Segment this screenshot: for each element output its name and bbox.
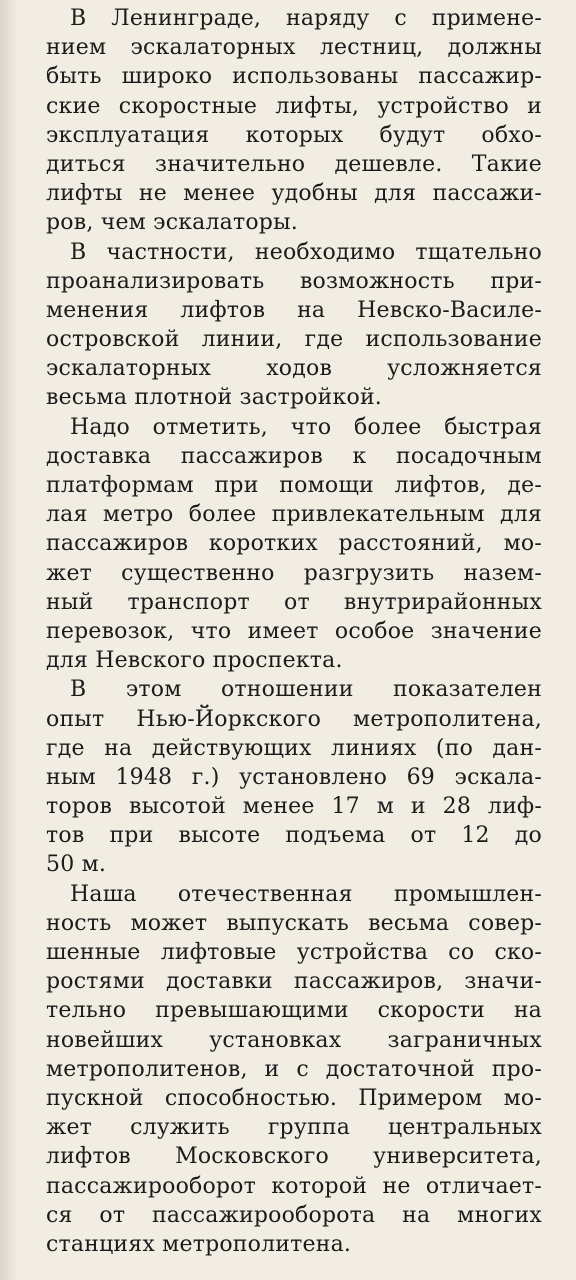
text-line: жет служить группа центральных xyxy=(46,1115,542,1141)
text-line: ным 1948 г.) установлено 69 эскала- xyxy=(46,764,542,790)
text-line: перевозок, что имеет особое значение xyxy=(46,618,542,644)
text-line: лифты не менее удобны для пассажи- xyxy=(46,181,542,207)
paragraph-5 xyxy=(46,880,542,1259)
paragraph-3 xyxy=(46,413,542,676)
text-line: ские скоростные лифты, устройство и xyxy=(46,93,542,119)
text-line: проанализировать возможность при- xyxy=(46,268,542,294)
text-line: В частности, необходимо тщательно xyxy=(70,239,542,265)
text-line: ростями доставки пассажиров, значи- xyxy=(46,969,542,995)
paragraph-2 xyxy=(46,238,542,413)
text-line: лая метро более привлекательным для xyxy=(46,502,542,528)
paragraph-1 xyxy=(46,4,542,238)
text-line: ность может выпускать весьма совер- xyxy=(46,910,542,936)
text-line: тельно превышающими скорости на xyxy=(46,998,542,1024)
text-line: пускной способностью. Примером мо- xyxy=(46,1085,542,1111)
page-margin-shadow xyxy=(0,0,18,1280)
text-line: островской линии, где использование xyxy=(46,327,542,353)
text-line: 50 м. xyxy=(46,852,107,878)
text-line: новейших установках заграничных xyxy=(46,1027,542,1053)
text-line: В Ленинграде, наряду с примене- xyxy=(70,6,542,31)
text-line: шенные лифтовые устройства со ско- xyxy=(46,940,542,965)
text-line: ный транспорт от внутрирайонных xyxy=(46,589,542,615)
text-line: весьма плотной застройкой. xyxy=(46,385,382,411)
text-line: для Невского проспекта. xyxy=(46,648,343,674)
text-line: где на действующих линиях (по дан- xyxy=(46,735,542,761)
text-line: пассажиров коротких расстояний, мо- xyxy=(46,531,542,557)
text-line: пассажирооборот которой не отличает- xyxy=(46,1173,542,1199)
text-line: менения лифтов на Невско-Василе- xyxy=(46,297,542,323)
text-line: эскалаторных ходов усложняется xyxy=(46,356,542,382)
text-line: Надо отметить, что более быстрая xyxy=(70,414,542,440)
text-line: нием эскалаторных лестниц, должны xyxy=(46,35,542,61)
text-line: диться значительно дешевле. Такие xyxy=(46,151,542,177)
text-line: ся от пассажирооборота на многих xyxy=(46,1202,542,1228)
text-line: быть широко использованы пассажир- xyxy=(46,64,542,90)
text-line: жет существенно разгрузить назем- xyxy=(46,560,542,586)
text-line: ров, чем эскалаторы. xyxy=(46,210,298,236)
paragraph-4 xyxy=(46,675,542,879)
text-line: лифтов Московского университета, xyxy=(46,1144,542,1170)
text-line: платформам при помощи лифтов, де- xyxy=(46,473,542,498)
text-line: Наша отечественная промышлен- xyxy=(70,881,542,907)
text-line: В этом отношении показателен xyxy=(70,677,542,703)
text-line: доставка пассажиров к посадочным xyxy=(46,443,542,469)
text-line: метрополитенов, и с достаточной про- xyxy=(46,1056,542,1082)
text-line: торов высотой менее 17 м и 28 лиф- xyxy=(46,794,542,820)
text-line: тов при высоте подъема от 12 до xyxy=(46,823,542,849)
text-line: опыт Нью-Йоркского метрополитена, xyxy=(46,706,542,732)
text-line: станциях метрополитена. xyxy=(46,1231,352,1257)
text-line: эксплуатация которых будут обхо- xyxy=(46,122,542,148)
